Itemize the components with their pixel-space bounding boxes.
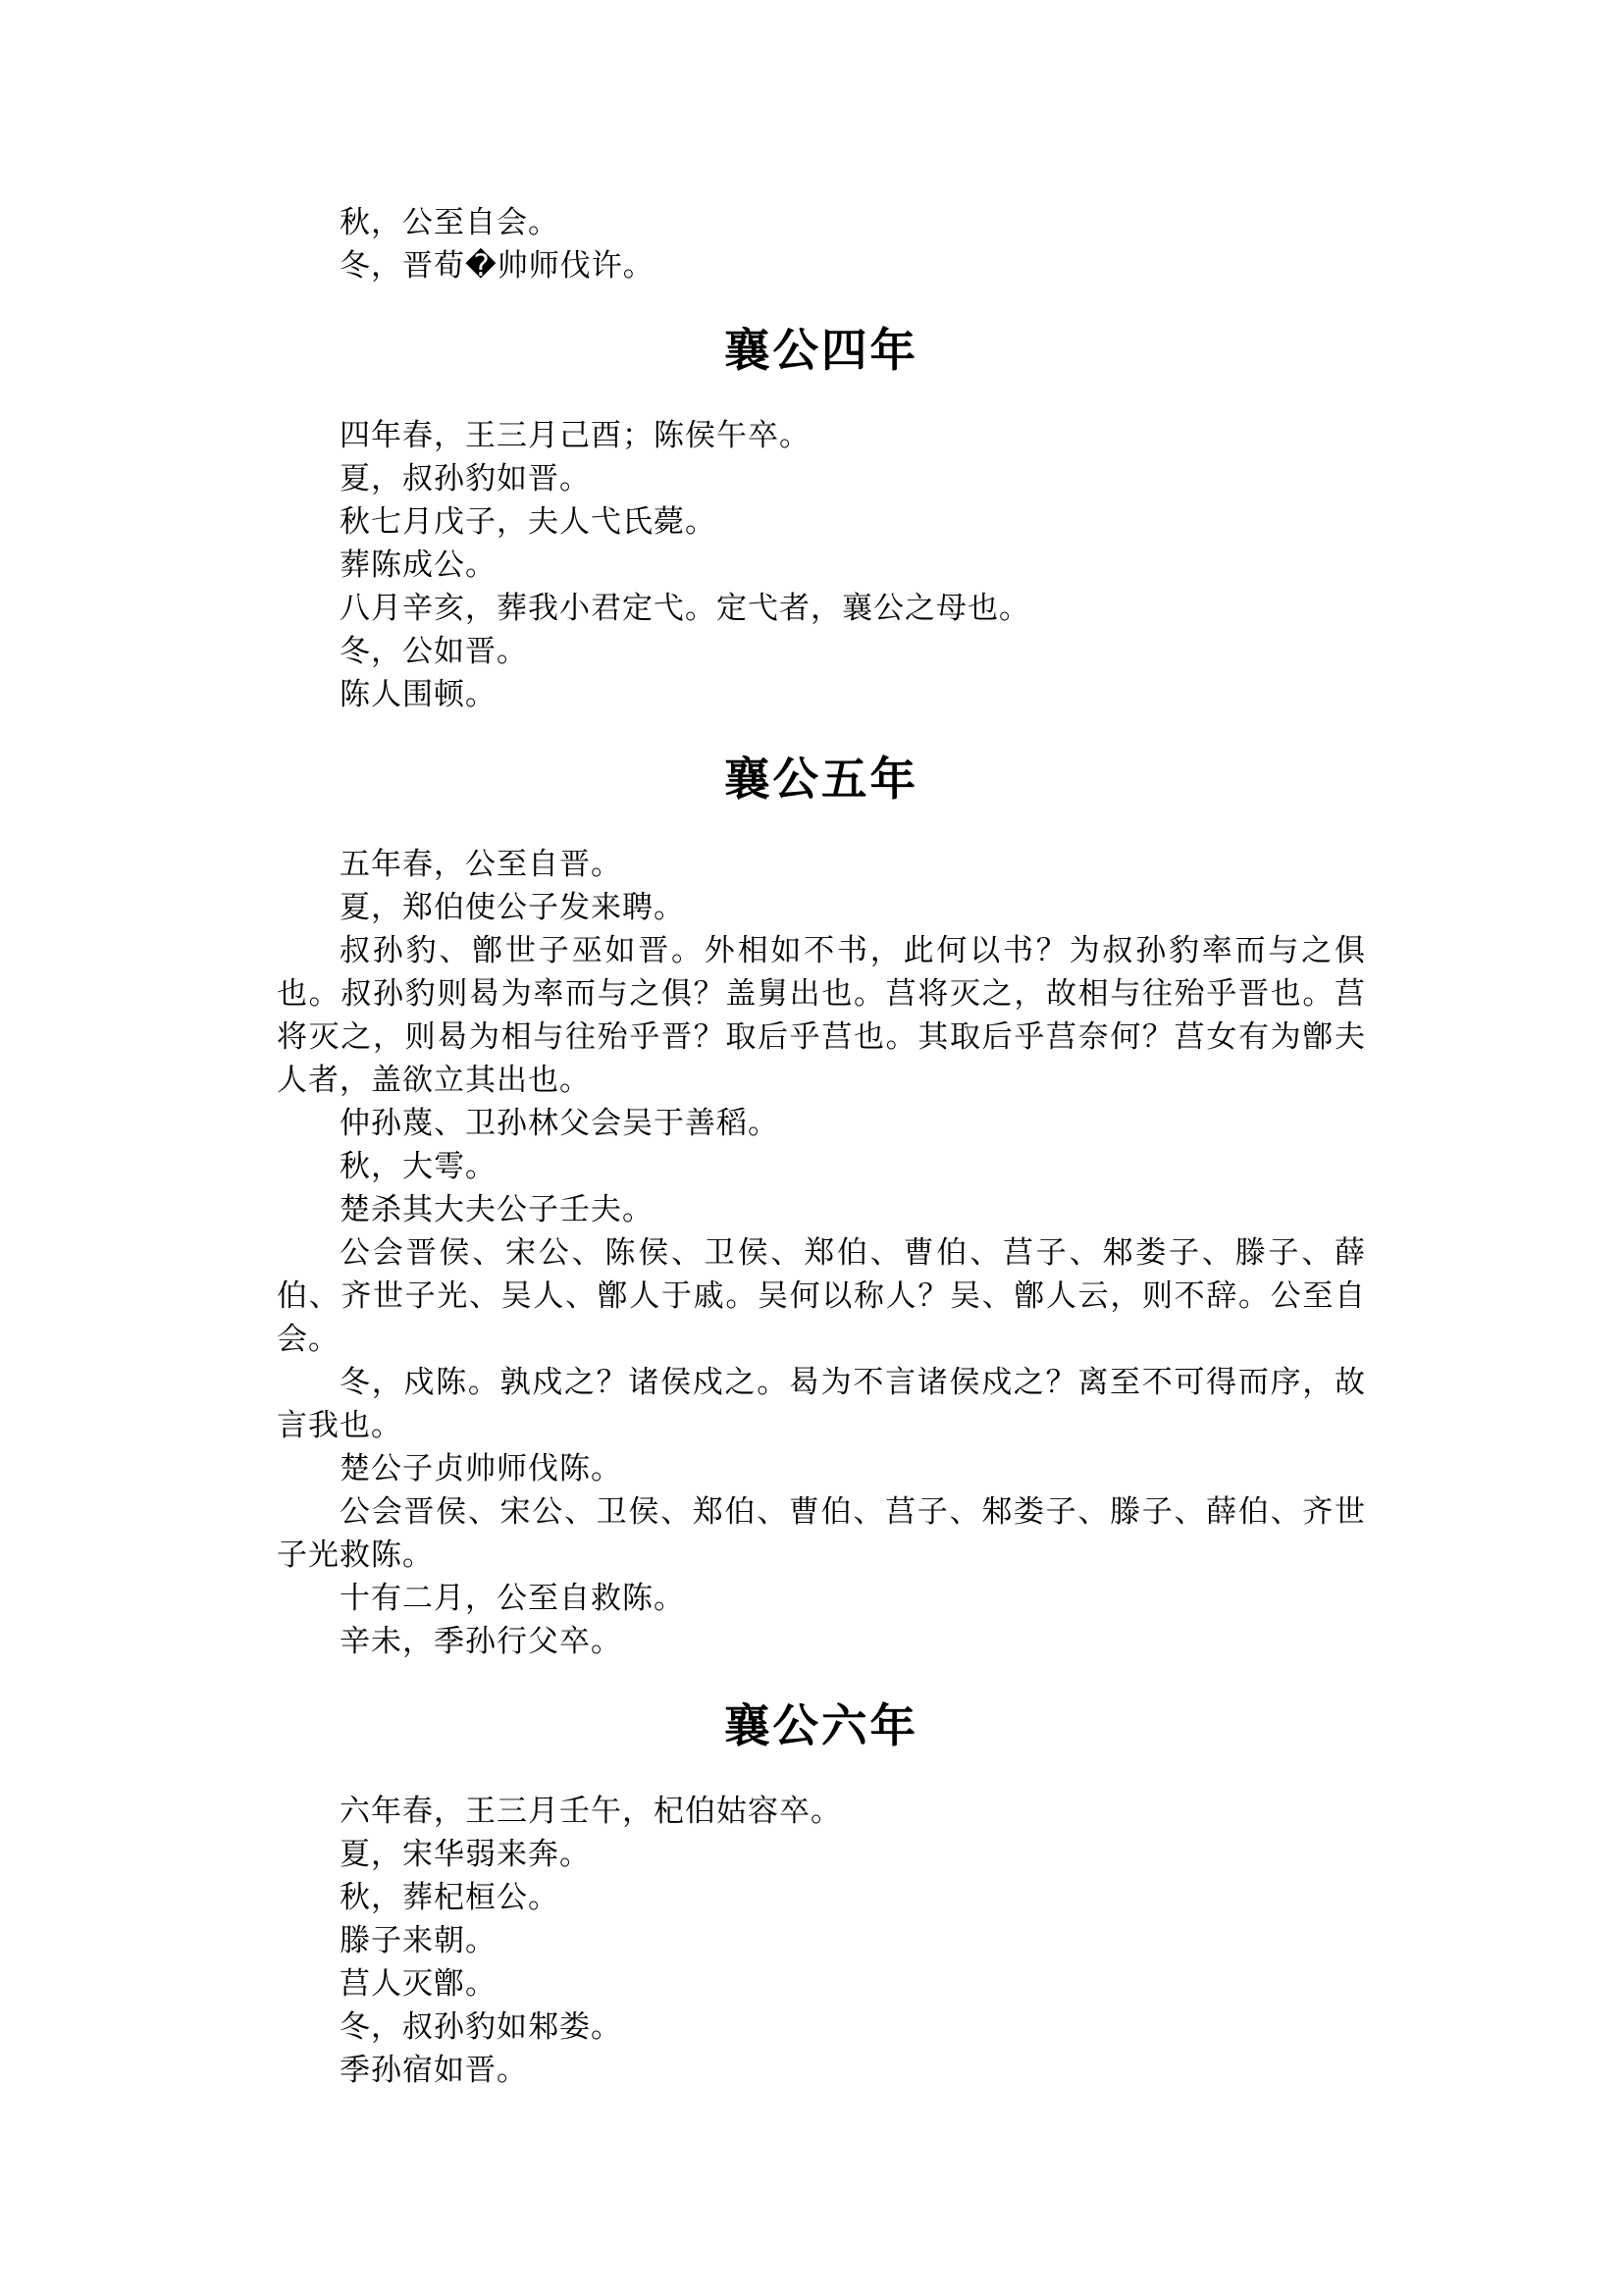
- paragraph: 夏，叔孙豹如晋。: [340, 461, 591, 496]
- paragraph: 秋，公至自会。: [340, 205, 559, 240]
- paragraph: 秋，大雩。: [340, 1149, 497, 1184]
- paragraph: 仲孙蔑、卫孙林父会吴于善稻。: [340, 1106, 779, 1141]
- paragraph: 公会晋侯、宋公、卫侯、郑伯、曹伯、莒子、邾娄子、滕子、薛伯、齐世子光救陈。: [277, 1494, 1366, 1573]
- paragraph: 夏，宋华弱来奔。: [340, 1837, 591, 1872]
- section-title: 襄公五年: [724, 753, 918, 806]
- paragraph: 楚杀其大夫公子壬夫。: [340, 1192, 654, 1227]
- paragraph: 叔孙豹、鄫世子巫如晋。外相如不书，此何以书？为叔孙豹率而与之俱也。叔孙豹则曷为率而与之俱？盖舅出也。莒将灭之，故相与往殆乎晋也。莒将灭之，则曷为相与往殆乎晋？取后乎莒也。其取后乎莒奈何？莒女有为鄫夫人者，盖欲立其出也。: [277, 933, 1366, 1098]
- paragraph: 季孙宿如晋。: [340, 2053, 528, 2088]
- paragraph: 公会晋侯、宋公、陈侯、卫侯、郑伯、曹伯、莒子、邾娄子、滕子、薛伯、齐世子光、吴人、鄫人于戚。吴何以称人？吴、鄫人云，则不辞。公至自会。: [277, 1235, 1366, 1357]
- paragraph: 陈人围顿。: [340, 677, 497, 712]
- paragraph: 辛未，季孙行父卒。: [340, 1624, 622, 1659]
- paragraph: 楚公子贞帅师伐陈。: [340, 1451, 622, 1486]
- paragraph: 冬，戍陈。孰戍之？诸侯戍之。曷为不言诸侯戍之？离至不可得而序，故言我也。: [277, 1365, 1366, 1443]
- document-page: [277, 201, 1366, 2092]
- section-title: 襄公四年: [724, 324, 918, 377]
- paragraph: 冬，公如晋。: [340, 634, 528, 669]
- paragraph: 八月辛亥，葬我小君定弋。定弋者，襄公之母也。: [340, 591, 1030, 626]
- section-title: 襄公六年: [724, 1699, 918, 1752]
- paragraph: 六年春，王三月壬午，杞伯姑容卒。: [340, 1794, 842, 1829]
- paragraph: 五年春，公至自晋。: [340, 847, 622, 882]
- paragraph: 冬，晋荀�帅师伐许。: [340, 248, 655, 284]
- paragraph: 秋七月戊子，夫人弋氏薨。: [340, 504, 716, 540]
- paragraph: 滕子来朝。: [340, 1923, 497, 1958]
- paragraph: 莒人灭鄫。: [340, 1966, 497, 2002]
- paragraph: 冬，叔孙豹如邾娄。: [340, 2009, 622, 2045]
- paragraph: 秋，葬杞桓公。: [340, 1880, 559, 1915]
- paragraph: 四年春，王三月己酉；陈侯午卒。: [340, 418, 811, 453]
- paragraph: 夏，郑伯使公子发来聘。: [340, 890, 685, 925]
- paragraph: 十有二月，公至自救陈。: [340, 1581, 685, 1616]
- paragraph: 葬陈成公。: [340, 547, 497, 583]
